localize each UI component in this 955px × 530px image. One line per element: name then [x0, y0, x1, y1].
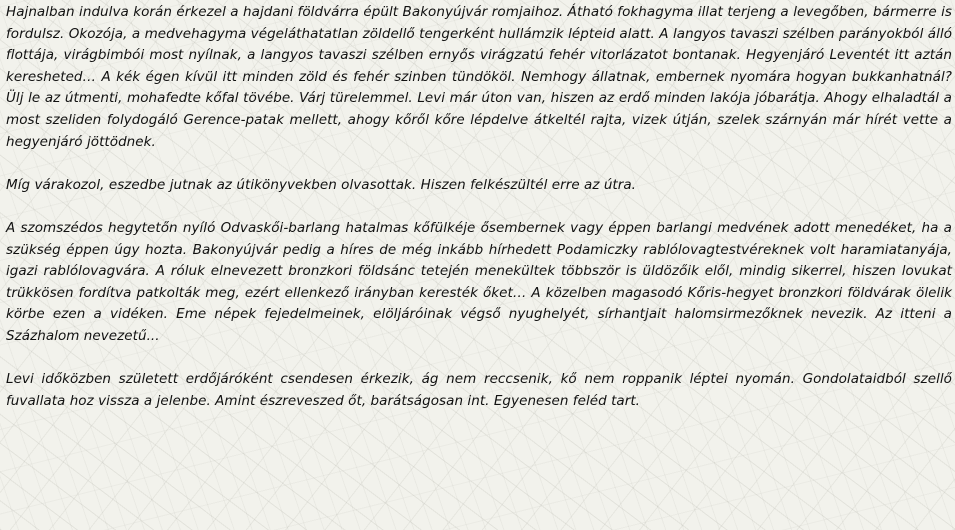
paragraph-waiting: Míg várakozol, eszedbe jutnak az útikönyvekben olvasottak. Hiszen felkészültél erre az útra.: [6, 176, 637, 193]
paragraph-history: A szomszédos hegytetőn nyíló Odvaskői-barlang hatalmas kőfülkéje ősembernek vagy éppen barlangi medvének adott menedéket, ha a szükség éppen úgy hozta. Bakonyújvár pedig a híres de még inkább hírhedett Podamiczky rablólovagtestvéreknek volt haramiatanyája, igazi rablólovagvára. A róluk elnevezett bronzkori földsánc tetején menekültek többször is üldözőik elől, mindig sikerrel, hiszen lovukat trükkösen fordítva patkolták meg, ezért ellenkező irányban keresték őket… A közelben magasodó Kőris-hegyet bronzkori földvárak ölelik körbe ezen a vidéken. Eme népek fejedelmeinek, elöljáróinak végső nyughelyét, sírhantjait halomsirmezőknek nevezik. Az itteni a Százhalom nevezetű...: [6, 219, 952, 344]
paragraph-levi-arrives: Levi időközben született erdőjáróként csendesen érkezik, ág nem reccsenik, kő nem roppanik léptei nyomán. Gondolataidból szellő fuvallata hoz vissza a jelenbe. Amint észreveszed őt, barátságosan int. Egyenesen feléd tart.: [6, 371, 952, 409]
paragraph-arrival: Hajnalban indulva korán érkezel a hajdani földvárra épült Bakonyújvár romjaihoz. Átható fokhagyma illat terjeng a levegőben, bármerre is fordulsz. Okozója, a medvehagyma végeláthatatlan zöldellő tengerként hullámzik lépteid alatt. A langyos tavaszi szélben parányokból álló flottája, virágbimbói most nyílnak, a langyos tavaszi szélben ernyős virágzatú fehér vitorlázatot bontanak. Hegyenjáró Leventét itt aztán keresheted… A kék égen kívül itt minden zöld és fehér szinben tündököl. Nemhogy állatnak, embernek nyomára hogyan bukkanhatnál? Ülj le az útmenti, mohafedte kőfal tövébe. Várj türelemmel. Levi már úton van, hiszen az erdő minden lakója jóbarátja. Ahogy elhaladtál a most szeliden folydogáló Gerence-patak mellett, ahogy kőről kőre lépdelve átkeltél rajta, vizek útján, szelek szárnyán már hírét vette a hegyenjáró jöttödnek.: [6, 4, 952, 150]
